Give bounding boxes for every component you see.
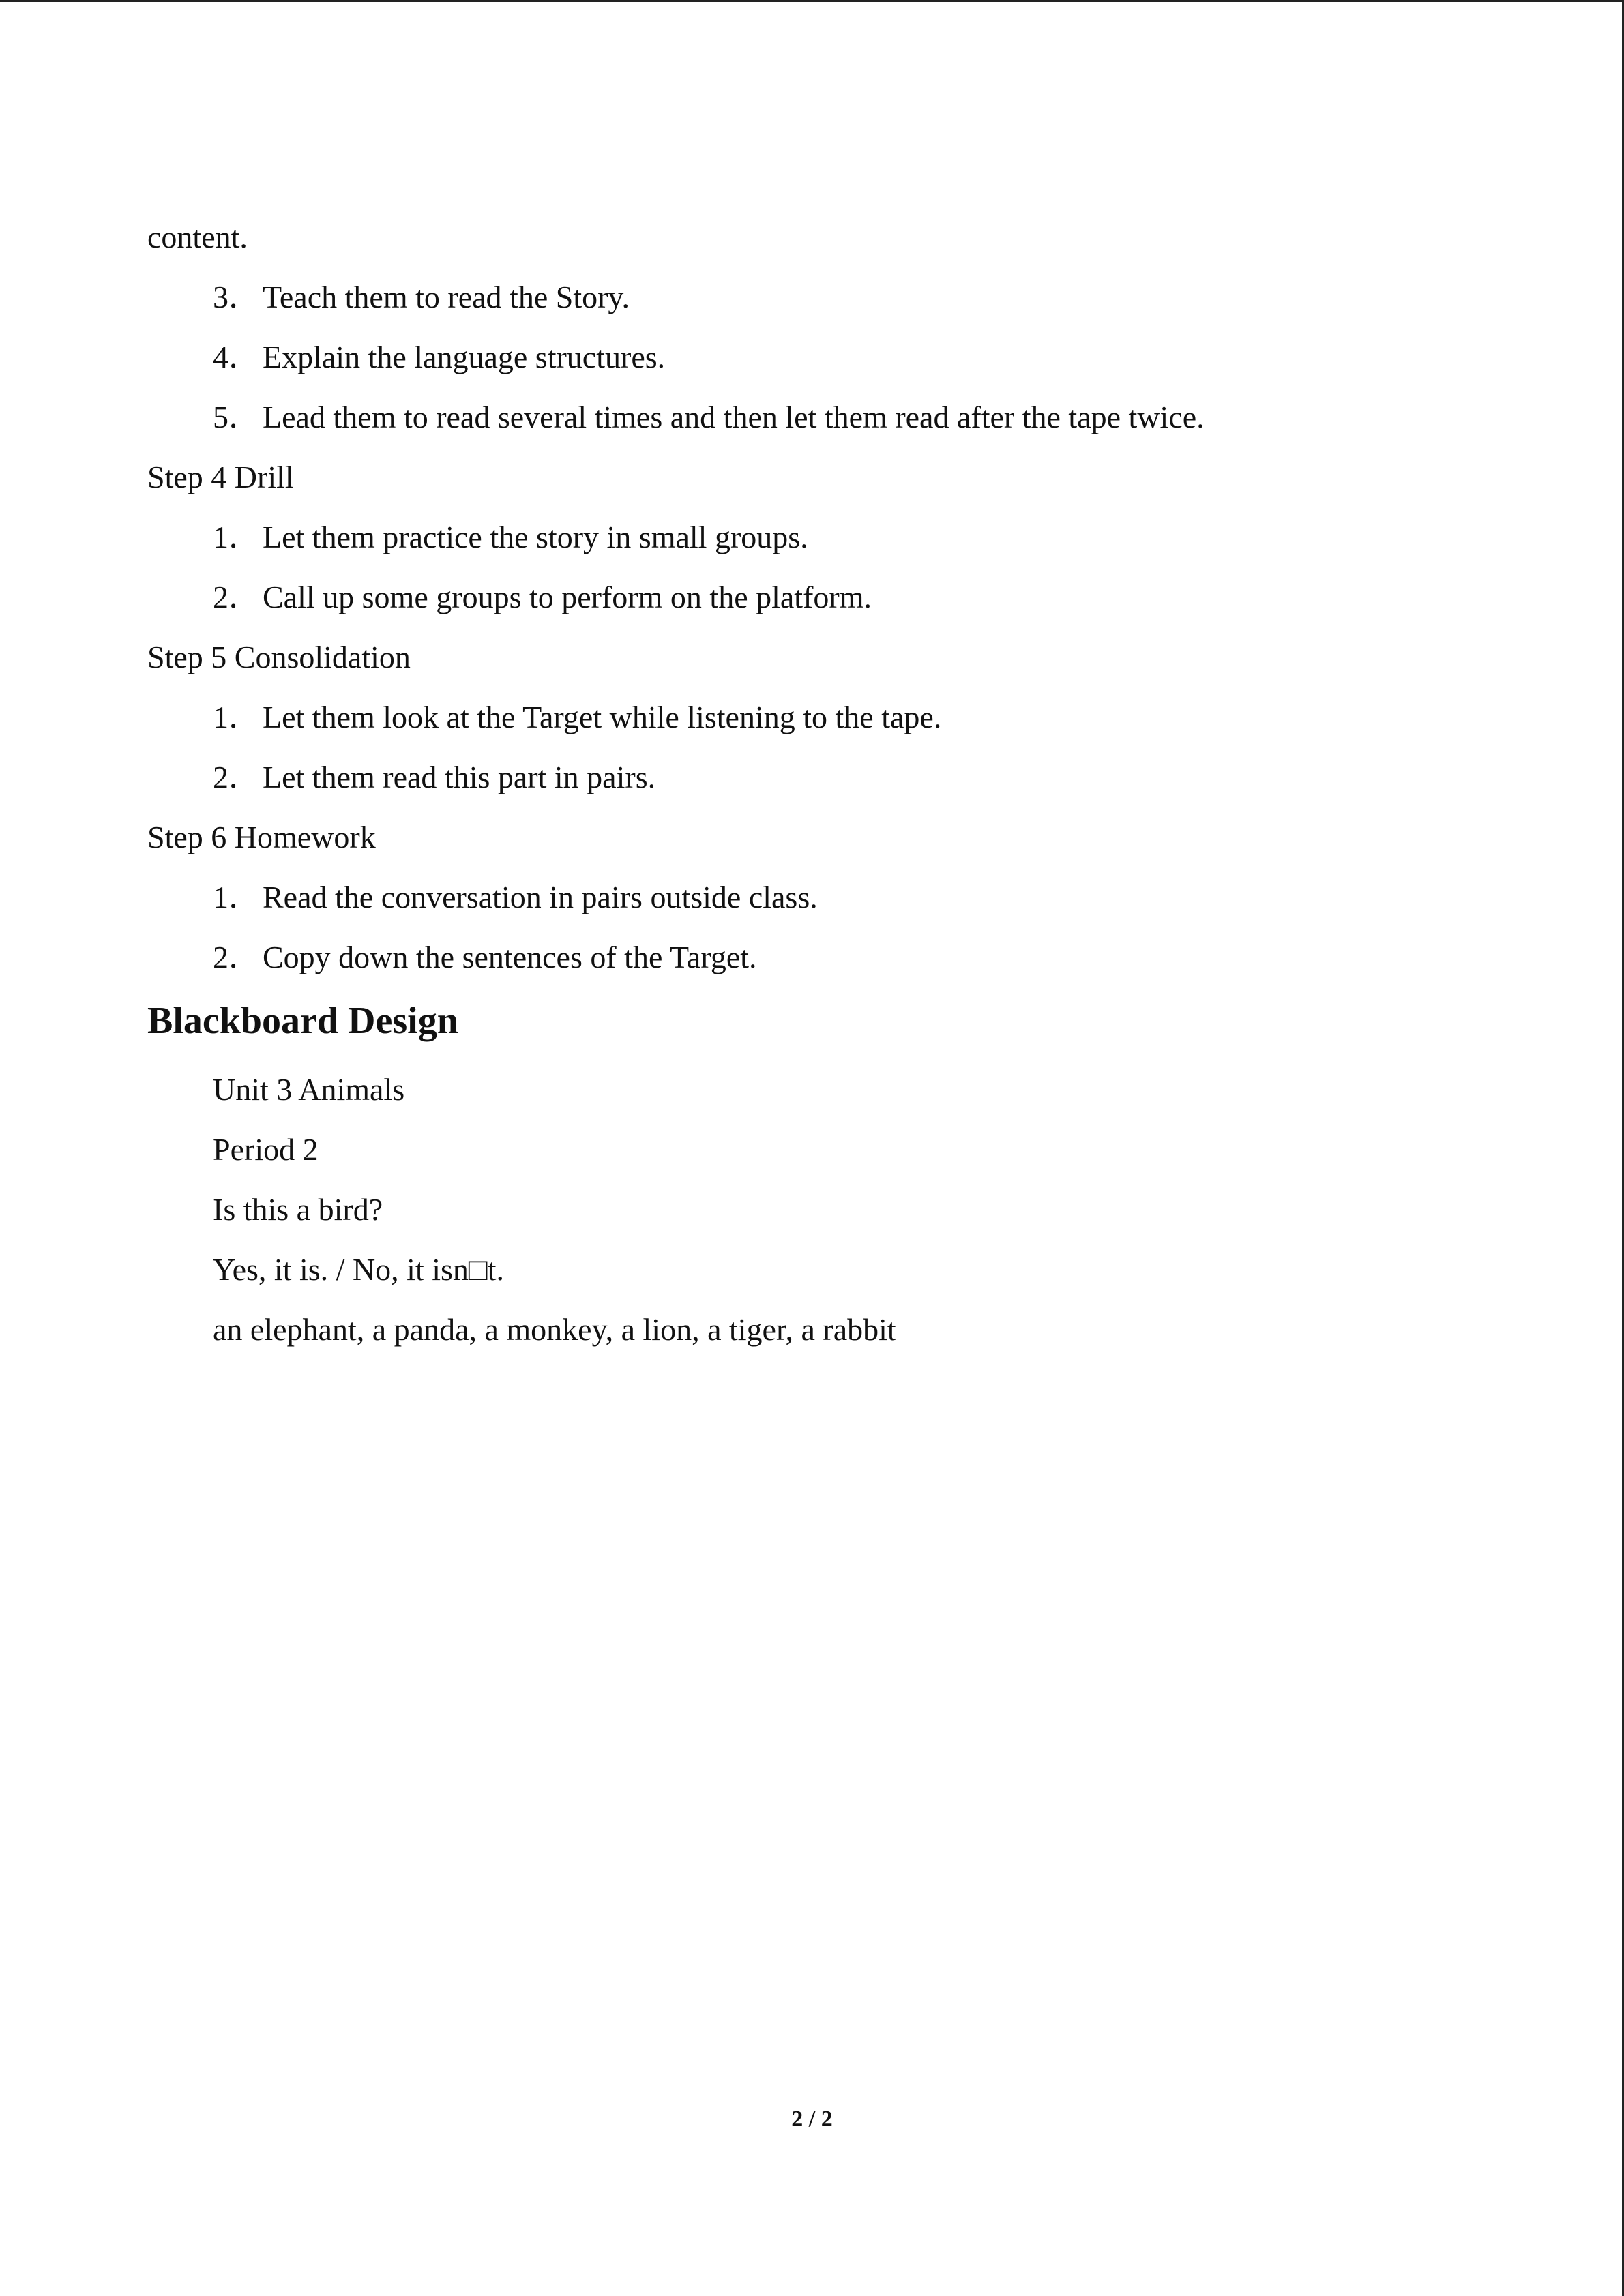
board-line: Yes, it is. / No, it isn□t. (213, 1252, 504, 1287)
list-item-text: Lead them to read several times and then let them read after the tape twice. (263, 400, 1205, 434)
text-line: Step 5 Consolidation (147, 640, 411, 674)
list-item (147, 577, 1511, 618)
list-item-text: Teach them to read the Story. (263, 280, 630, 314)
list-item-text: Call up some groups to perform on the platform. (263, 580, 872, 614)
board-line: Is this a bird? (213, 1192, 383, 1227)
board-line: an elephant, a panda, a monkey, a lion, a tiger, a rabbit (213, 1312, 896, 1347)
list-item (147, 877, 1511, 918)
board-line: Period 2 (213, 1132, 319, 1167)
list-item-text: Let them practice the story in small groups. (263, 520, 808, 554)
text-line: content. (147, 220, 248, 254)
list-item-number: 2． (213, 580, 260, 614)
page-top-border (0, 0, 1624, 2)
list-item (147, 517, 1511, 558)
document-body (147, 217, 1511, 1369)
list-item-text: Let them read this part in pairs. (263, 760, 656, 794)
list-item-number: 5． (213, 400, 260, 434)
list-item-number: 2． (213, 760, 260, 794)
list-item-number: 3． (213, 280, 260, 314)
list-item-number: 1． (213, 700, 260, 734)
list-item (147, 277, 1511, 318)
list-item-text: Let them look at the Target while listening to the tape. (263, 700, 942, 734)
list-item (147, 397, 1511, 438)
list-item (147, 697, 1511, 738)
list-item-text: Explain the language structures. (263, 340, 666, 374)
text-line: Step 6 Homework (147, 820, 376, 854)
list-item (147, 337, 1511, 378)
list-item-number: 1． (213, 880, 260, 914)
list-item-text: Read the conversation in pairs outside class. (263, 880, 818, 914)
board-line: Unit 3 Animals (213, 1072, 405, 1107)
blackboard-design (147, 1069, 1511, 1350)
section-heading: Blackboard Design (147, 1000, 458, 1042)
text-line: Step 4 Drill (147, 460, 294, 494)
list-item-number: 2． (213, 940, 260, 974)
list-item (147, 937, 1511, 978)
lesson-steps (147, 217, 1511, 978)
list-item-text: Copy down the sentences of the Target. (263, 940, 757, 974)
page-number: 2 / 2 (791, 2106, 833, 2132)
list-item-number: 4． (213, 340, 260, 374)
list-item (147, 757, 1511, 798)
list-item-number: 1． (213, 520, 260, 554)
